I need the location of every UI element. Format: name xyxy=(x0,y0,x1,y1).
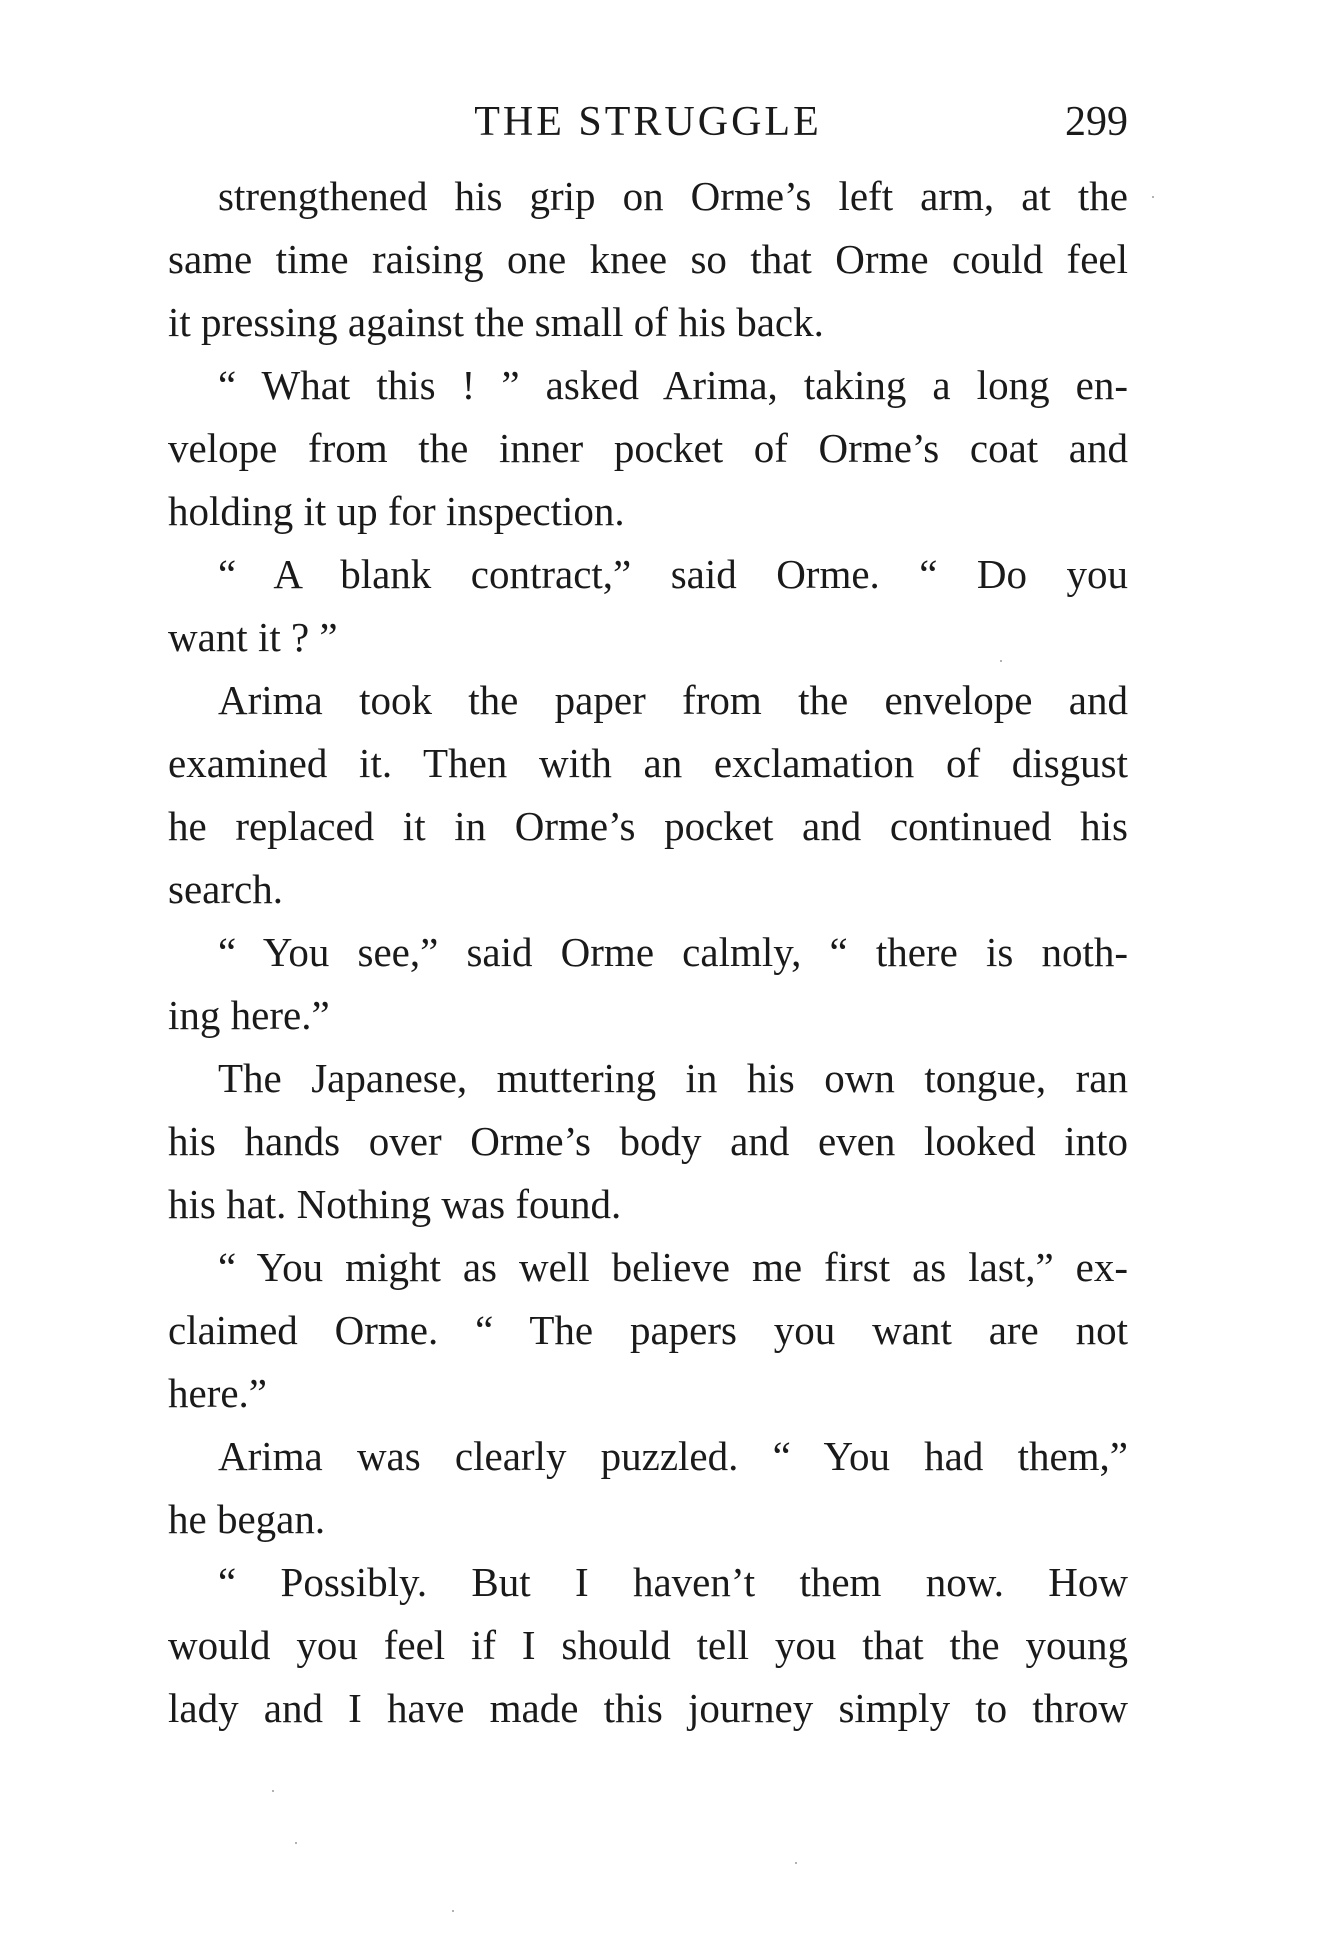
text-line: “ You might as well believe me first as last,” ex- xyxy=(218,1244,1128,1290)
running-title: THE STRUGGLE xyxy=(474,99,822,145)
text-line: it pressing against the small of his back. xyxy=(168,299,824,345)
paragraph xyxy=(168,669,1128,921)
paragraph xyxy=(168,543,1128,669)
scan-speck xyxy=(295,1842,297,1844)
text-line: holding it up for inspection. xyxy=(168,488,625,534)
text-line: here.” xyxy=(168,1370,267,1416)
scan-speck xyxy=(272,1790,274,1792)
running-head xyxy=(168,92,1128,152)
text-line: velope from the inner pocket of Orme’s coat and xyxy=(168,425,1128,471)
scan-speck xyxy=(452,1910,454,1912)
text-line: his hands over Orme’s body and even looked into xyxy=(168,1118,1128,1164)
page-number: 299 xyxy=(1065,99,1128,145)
scan-speck xyxy=(1000,660,1002,662)
text-line: lady and I have made this journey simply to throw xyxy=(168,1685,1128,1731)
paragraph xyxy=(168,1425,1128,1551)
text-line: examined it. Then with an exclamation of disgust xyxy=(168,740,1128,786)
text-line: “ A blank contract,” said Orme. “ Do you xyxy=(218,551,1128,597)
paragraph xyxy=(168,1236,1128,1425)
text-line: want it ? ” xyxy=(168,614,338,660)
scan-speck xyxy=(795,1862,797,1864)
text-line: The Japanese, muttering in his own tongue, ran xyxy=(218,1055,1128,1101)
text-line: “ What this ! ” asked Arima, taking a long en- xyxy=(218,362,1128,408)
paragraph xyxy=(168,354,1128,543)
paragraph xyxy=(168,1047,1128,1236)
text-line: search. xyxy=(168,866,283,912)
body-text xyxy=(168,165,1128,1740)
text-line: would you feel if I should tell you that the young xyxy=(168,1622,1128,1668)
text-line: Arima was clearly puzzled. “ You had them,” xyxy=(218,1433,1128,1479)
paragraph xyxy=(168,921,1128,1047)
text-line: he replaced it in Orme’s pocket and continued his xyxy=(168,803,1128,849)
text-line: strengthened his grip on Orme’s left arm, at the xyxy=(218,173,1128,219)
paragraph xyxy=(168,165,1128,354)
text-line: same time raising one knee so that Orme could feel xyxy=(168,236,1128,282)
text-line: Arima took the paper from the envelope and xyxy=(218,677,1128,723)
text-line: claimed Orme. “ The papers you want are not xyxy=(168,1307,1128,1353)
text-line: “ You see,” said Orme calmly, “ there is noth- xyxy=(218,929,1128,975)
text-line: his hat. Nothing was found. xyxy=(168,1181,622,1227)
text-line: ing here.” xyxy=(168,992,330,1038)
text-line: “ Possibly. But I haven’t them now. How xyxy=(218,1559,1128,1605)
text-line: he began. xyxy=(168,1496,326,1542)
scan-speck xyxy=(1152,196,1154,198)
paragraph xyxy=(168,1551,1128,1740)
